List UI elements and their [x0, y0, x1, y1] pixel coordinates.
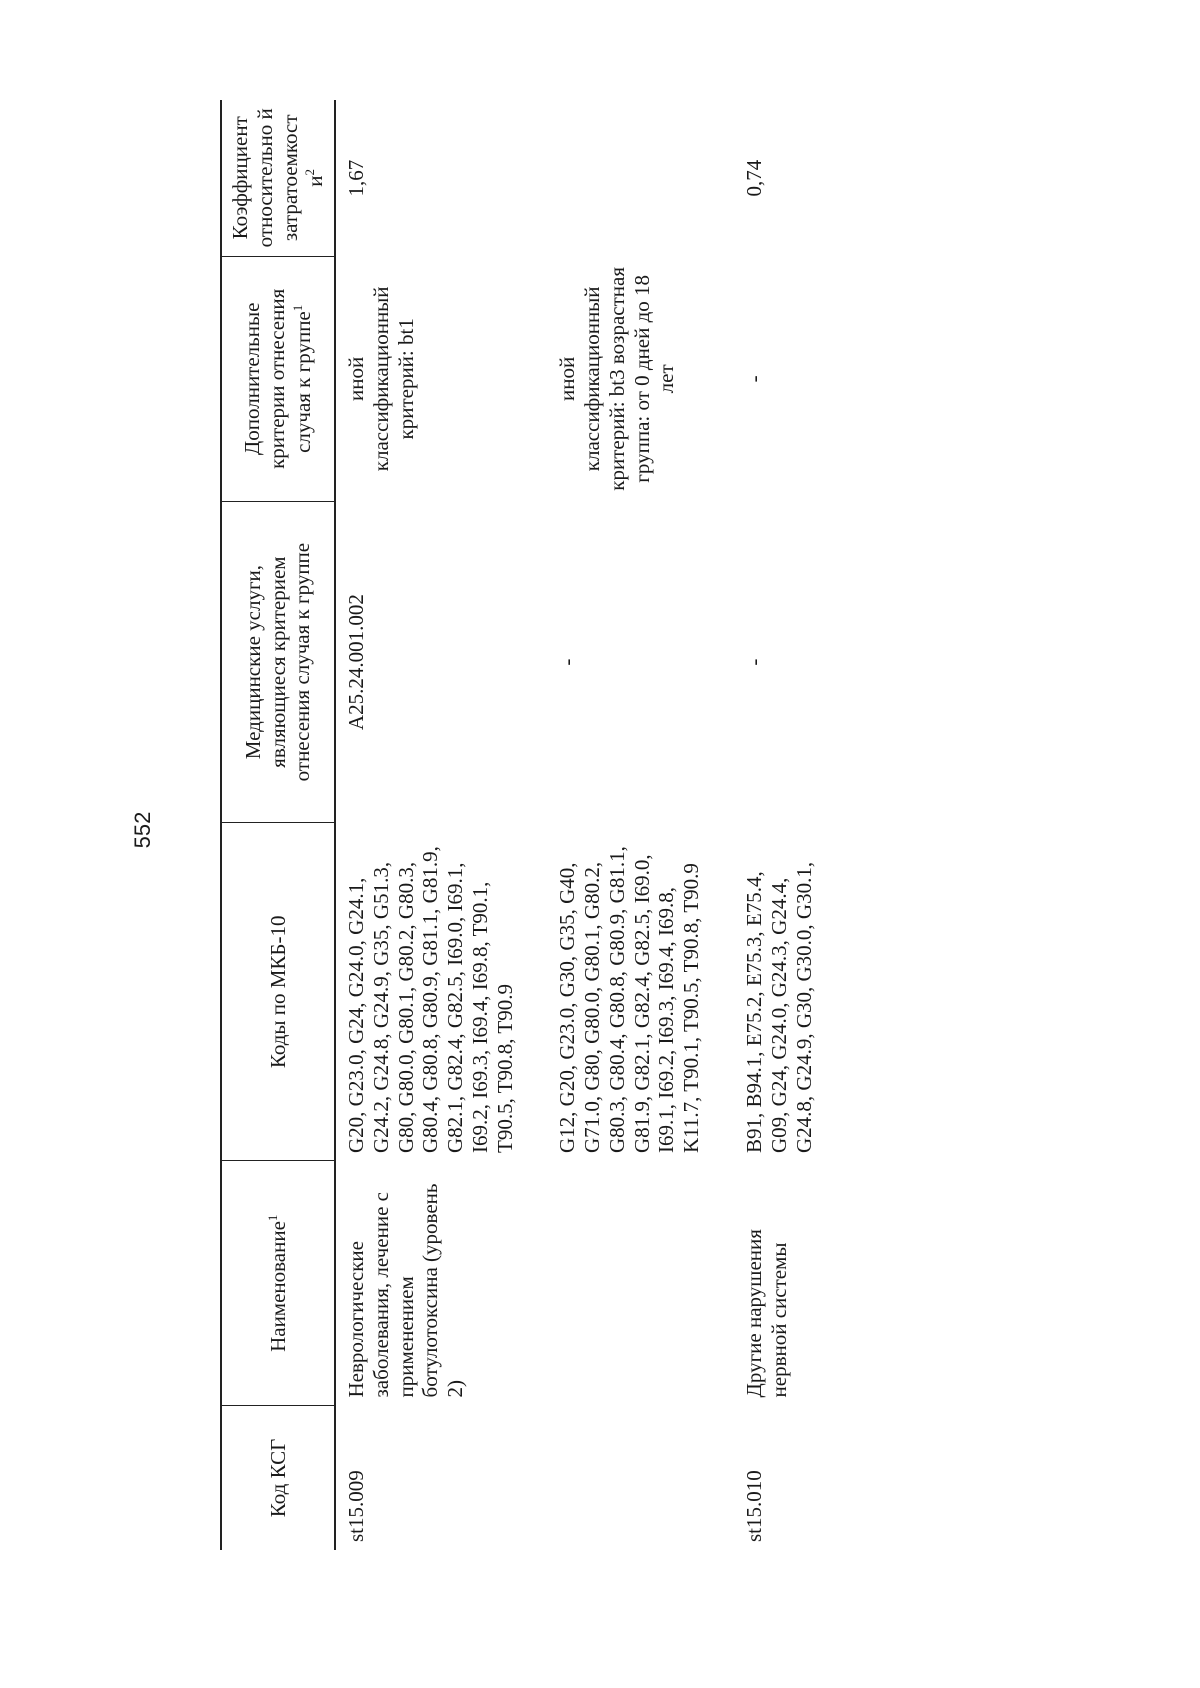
header-icd-text: Коды по МКБ-10	[265, 915, 290, 1069]
header-additional-text: Дополнительные критерии отнесения случая к группе	[240, 288, 315, 469]
row-services: A25.24.001.002	[344, 594, 369, 731]
row-icd: B91, B94.1, E75.2, E75.3, E75.4, G09, G24, G24.0, G24.3, G24.4, G24.8, G24.9, G30, G30.0, G30.1,	[742, 861, 816, 1153]
table-row	[547, 100, 734, 1550]
ksg-table	[220, 100, 846, 1550]
row-services: -	[742, 658, 767, 666]
row-icd: G12, G20, G23.0, G30, G35, G40, G71.0, G80, G80.0, G80.1, G80.2, G80.3, G80.4, G80.8, G80.9, G81.1, G81.9, G82.1, G82.4, G82.5, I69.0, I69.1, I69.2, I69.3, I69.4, I69.8, K11.7, T90.1, T90.5, T90.8, T90.9	[555, 846, 704, 1153]
row-name: Другие нарушения нервной системы	[742, 1229, 791, 1398]
table-row	[734, 100, 846, 1550]
row-code: st15.009	[344, 1470, 369, 1542]
row-name	[547, 1161, 734, 1405]
row-name: Неврологические заболевания, лечение с применением ботулотоксина (уровень 2)	[344, 1183, 468, 1398]
row-additional: иной классификационный критерий: bt3 возрастная группа: от 0 дней до 18 лет	[555, 266, 679, 491]
header-coefficient-footnote: 2	[302, 168, 318, 176]
rotated-sheet	[110, 60, 1200, 1590]
table-header	[221, 100, 335, 1550]
header-code-text: Код КСГ	[265, 1438, 290, 1518]
row-services: -	[555, 658, 580, 666]
header-icd	[221, 823, 335, 1161]
header-coefficient	[221, 100, 335, 256]
row-code: st15.010	[742, 1470, 767, 1542]
row-coefficient: 0,74	[742, 159, 767, 197]
row-coefficient: 1,67	[344, 159, 369, 197]
header-coefficient-text: Коэффициент относительно й затратоемкост и	[228, 108, 328, 248]
row-additional: -	[742, 375, 767, 383]
row-coefficient	[547, 100, 734, 256]
header-services-text: Медицинские услуги, являющиеся критерием отнесения случая к группе	[240, 542, 315, 782]
header-code	[221, 1405, 335, 1550]
row-icd: G20, G23.0, G24, G24.0, G24.1, G24.2, G24.8, G24.9, G35, G51.3, G80, G80.0, G80.1, G80.2, G80.3, G80.4, G80.8, G80.9, G81.1, G81.9, G82.1, G82.4, G82.5, I69.0, I69.1, I69.2, I69.3, I69.4, I69.8, T90.1, T90.5, T90.8, T90.9	[344, 846, 517, 1153]
header-name	[221, 1161, 335, 1405]
header-row	[221, 100, 335, 1550]
page-number: 552	[130, 811, 155, 849]
row-code	[547, 1405, 734, 1550]
header-name-text: Наименование	[266, 1221, 291, 1352]
header-name-footnote: 1	[265, 1214, 281, 1222]
table-body	[335, 100, 846, 1550]
row-additional: иной классификационный критерий: bt1	[344, 286, 418, 472]
header-services	[221, 502, 335, 823]
table-row	[335, 100, 547, 1550]
header-additional	[221, 256, 335, 501]
header-additional-footnote: 1	[289, 304, 305, 312]
